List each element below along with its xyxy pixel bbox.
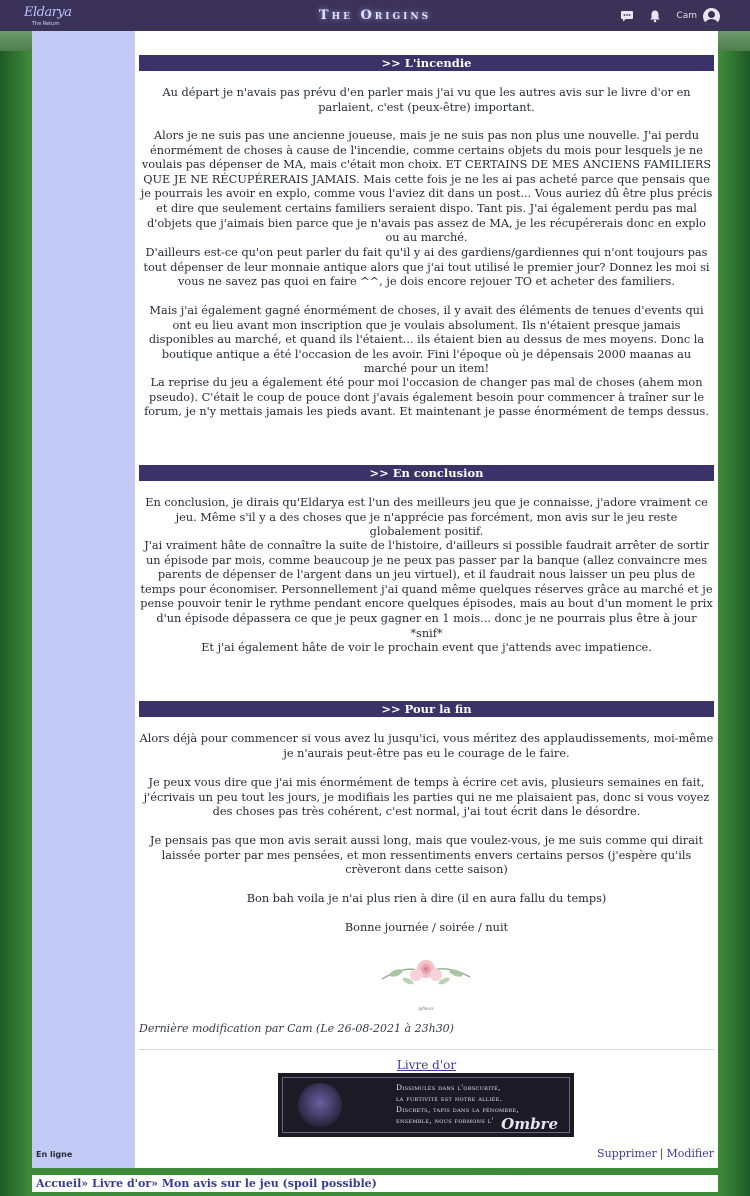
breadcrumb-topic[interactable]: Mon avis sur le jeu (spoil possible) xyxy=(161,1177,377,1190)
breadcrumb-separator: » xyxy=(151,1177,159,1190)
breadcrumb-separator: » xyxy=(81,1177,89,1190)
signature-divider xyxy=(139,1049,714,1050)
actions-separator: | xyxy=(659,1147,664,1160)
breadcrumb xyxy=(32,1175,718,1192)
banner-line: Dissimulés dans l'obscurité, xyxy=(396,1083,501,1092)
user-circle-icon[interactable] xyxy=(703,8,720,25)
banner-line: la furtivité est notre alliée. xyxy=(396,1094,503,1103)
flower-caption: @fleurs xyxy=(418,1006,434,1011)
breadcrumb-livre-dor[interactable]: Livre d'or xyxy=(92,1177,152,1190)
last-modified: Dernière modification par Cam (Le 26-08-2021 à 23h30) xyxy=(139,1022,454,1035)
post-paragraph: Au départ je n'avais pas prévu d'en parler mais j'ai vu que les autres avis sur le livre d'or en parlaient, c'est (peux-être) important. xyxy=(162,86,691,114)
post-paragraph: Je peux vous dire que j'ai mis énormément de temps à écrire cet avis, plusieurs semaines en fait, j'écrivais un peu tout les jours, je modifiais les parties qui ne me plaisaient pas, donc si vous voyez des choses pas très cohérent, c'est normal, j'ai tout écrit dans le désordre. xyxy=(143,776,710,819)
breadcrumb-home[interactable]: Accueil xyxy=(36,1177,82,1190)
banner-highlight: Ombre xyxy=(501,1115,558,1133)
post-paragraph: Bon bah voila je n'ai plus rien à dire (il en aura fallu du temps) xyxy=(246,892,607,905)
flower-decoration xyxy=(378,949,474,997)
edit-button[interactable]: Modifier xyxy=(666,1147,714,1160)
post-paragraph: Et j'ai également hâte de voir le prochain event que j'attends avec impatience. xyxy=(201,641,652,654)
logo-text: Eldarya xyxy=(24,5,72,20)
post-paragraph: Alors déjà pour commencer si vous avez lu jusqu'ici, vous méritez des applaudissements, moi-même je n'aurais peut-être pas eu le courage de le faire. xyxy=(139,732,714,760)
bell-icon[interactable] xyxy=(648,9,662,23)
section-header-conclusion: >> En conclusion xyxy=(139,465,714,481)
header-actions xyxy=(620,6,720,26)
post-actions xyxy=(597,1147,714,1160)
speech-bubble-icon[interactable] xyxy=(620,9,634,23)
post-paragraph: La reprise du jeu a également été pour moi l'occasion de changer pas mal de choses (ahem mon pseudo). C'était le coup de pouce dont j'avais également besoin pour commencer à traîner sur le forum, je n'y mettais jamais les pieds avant. Et maintenant je passe énormément de temps dessus. xyxy=(144,376,709,419)
signature-banner xyxy=(278,1073,574,1137)
online-status: En ligne xyxy=(36,1150,73,1159)
signature-link[interactable]: Livre d'or xyxy=(396,1058,457,1072)
banner-line: Discrets, tapis dans la pénombre, xyxy=(396,1105,520,1114)
site-title: The Origins xyxy=(318,8,432,23)
section-header-fin: >> Pour la fin xyxy=(139,701,714,717)
post-paragraph: D'ailleurs est-ce qu'on peut parler du fait qu'il y ai des gardiens/gardiennes qui n'ont toujours pas tout dépenser de leur monnaie antique alors que j'ai tout utilisé le premier jour? Donnez les moi si vous ne savez pas quoi en faire ^^, je dois encore rejouer TO et acheter des familiers. xyxy=(143,246,710,289)
banner-line: ensemble, nous formons l' xyxy=(396,1116,494,1125)
post-paragraph: En conclusion, je dirais qu'Eldarya est l'un des meilleurs jeu que je connaisse, j'adore vraiment ce jeu. Même s'il y a des choses que je n'apprécie pas forcément, mon avis sur le jeu reste globalement positif. xyxy=(145,496,708,539)
post-paragraph: Bonne journée / soirée / nuit xyxy=(344,921,509,934)
post-paragraph: J'ai vraiment hâte de connaître la suite de l'histoire, d'ailleurs si possible faudrait arrêter de sortir un épisode par mois, comme beaucoup je ne peux pas passer par la banque (allez convaincre mes parents de dépenser de l'argent dans un jeu virtuel), et il faudrait nous laisser un peu plus de temps pour économiser. Personnellement j'ai quand même quelques réserves grâce au marché et je pense pouvoir tenir le rythme pendant encore quelques épisodes, mais au bout d'un moment le prix d'un épisode dépassera ce que je peux gagner en 1 mois... donc je ne pourrais plus être à jour *snif* xyxy=(140,539,713,640)
post-paragraph: Je pensais pas que mon avis serait aussi long, mais que voulez-vous, je me suis comme qui dirait laissée porter par mes pensées, et mon ressentiments envers certains persos (j'espère qu'ils crèveront dans cette saison) xyxy=(149,834,704,877)
logo-subtitle: The Return xyxy=(32,21,60,27)
post-paragraph: Alors je ne suis pas une ancienne joueuse, mais je ne suis pas non plus une nouvelle. J'ai perdu énormément de choses à cause de l'incendie, comme certains objets du mois pour lesquels je ne voulais pas dépenser de MA, mais c'était mon choix. ET CERTAINS DE MES ANCIENS FAMILIERS QUE JE NE RÉCUPÉRERAIS JAMAIS. Mais cette fois je ne les ai pas acheté parce que pensais que je pourrais les avoir en explo, comme vous l'aviez dit dans un post... Vous auriez dû être plus précis et dire que seulement certains familiers seraient dispo. Tant pis. J'ai également perdu pas mal d'objets que j'aimais bien parce que je n'avais pas assez de MA, je les récupérerais donc en explo ou au marché. xyxy=(140,129,713,245)
section-header-incendie: >> L'incendie xyxy=(139,55,714,71)
top-bar xyxy=(0,0,750,31)
raven-emblem xyxy=(298,1083,342,1127)
delete-button[interactable]: Supprimer xyxy=(597,1147,657,1160)
post-paragraph: Mais j'ai également gagné énormément de choses, il y avait des éléments de tenues d'events qui ont eu lieu avant mon inscription que je voulais absolument. Ils n'étaient presque jamais disponibles au marché, et quand ils l'étaient... ils étaient bien au dessus de mes moyens. Donc la boutique antique a été l'occasion de les avoir. Fini l'époque où je dépensais 2000 maanas au marché pour un item! xyxy=(148,304,705,376)
post-body xyxy=(135,31,718,1168)
username[interactable]: Cam xyxy=(676,11,697,21)
author-sidebar xyxy=(32,31,135,1168)
